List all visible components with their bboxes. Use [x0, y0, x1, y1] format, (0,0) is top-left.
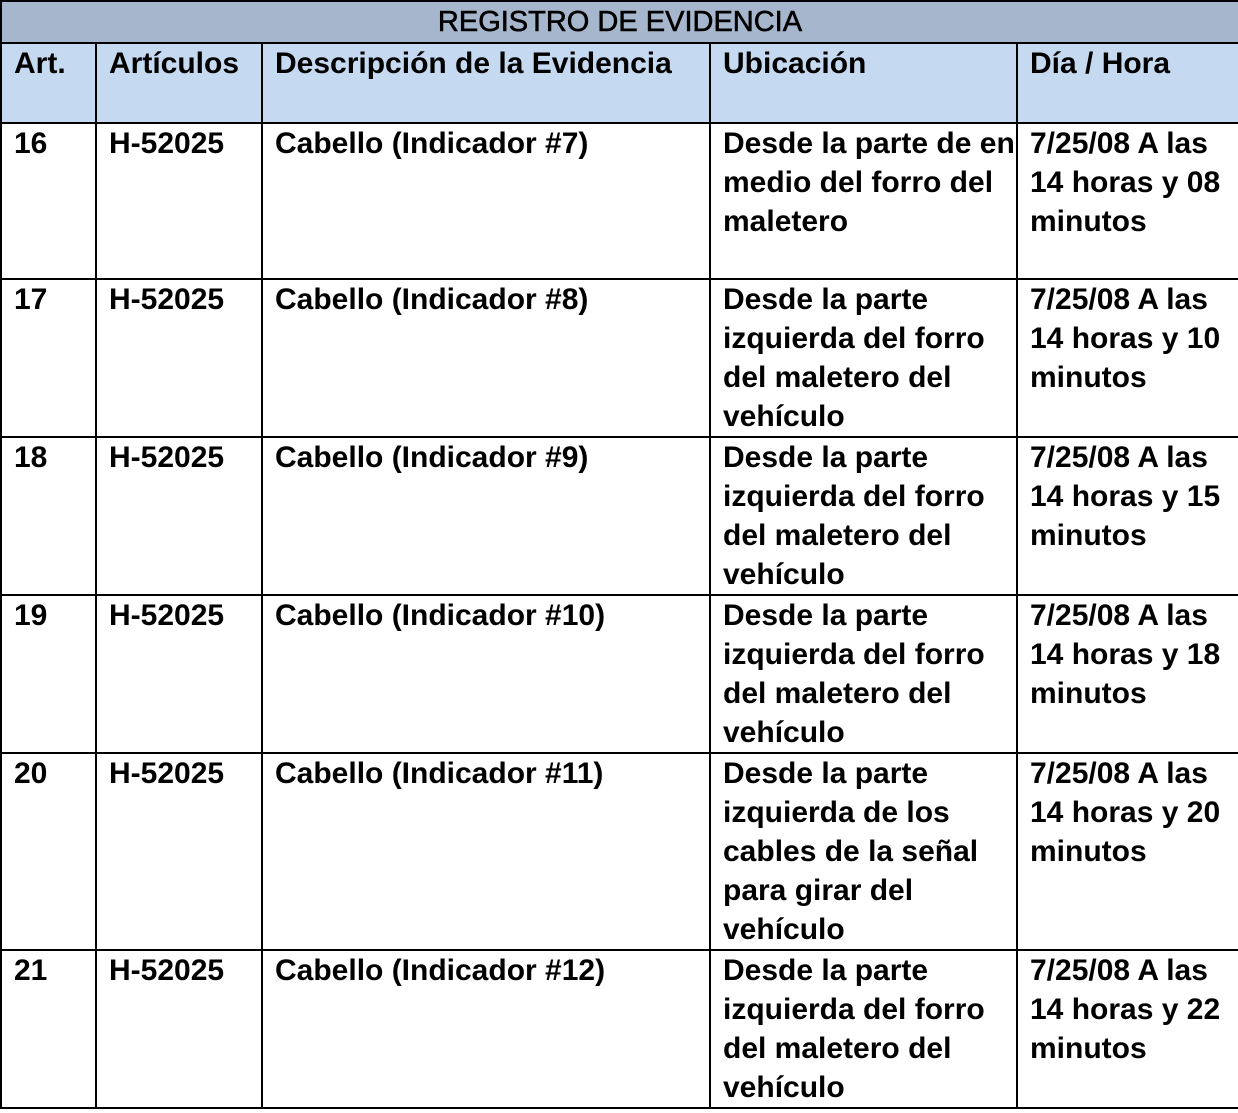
- title-row: [1, 1, 1238, 43]
- table-row: [1, 950, 1238, 1108]
- cell-descripcion: Cabello (Indicador #11): [262, 753, 710, 950]
- table-row: [1, 437, 1238, 595]
- cell-dia-hora: 7/25/08 A las 14 horas y 08 minutos: [1017, 123, 1238, 279]
- cell-art: 16: [1, 123, 96, 279]
- cell-ubicacion: Desde la parte izquierda del forro del maletero del vehículo: [710, 595, 1017, 753]
- cell-articulo: H-52025: [96, 595, 262, 753]
- table-row: [1, 595, 1238, 753]
- table-row: [1, 123, 1238, 279]
- table-title: REGISTRO DE EVIDENCIA: [1, 1, 1238, 43]
- header-row: [1, 43, 1238, 123]
- cell-dia-hora: 7/25/08 A las 14 horas y 15 minutos: [1017, 437, 1238, 595]
- cell-articulo: H-52025: [96, 950, 262, 1108]
- cell-art: 18: [1, 437, 96, 595]
- cell-dia-hora: 7/25/08 A las 14 horas y 18 minutos: [1017, 595, 1238, 753]
- cell-articulo: H-52025: [96, 753, 262, 950]
- cell-ubicacion: Desde la parte de en medio del forro del maletero: [710, 123, 1017, 279]
- header-ubicacion: Ubicación: [710, 43, 1017, 123]
- cell-ubicacion: Desde la parte izquierda del forro del maletero del vehículo: [710, 279, 1017, 437]
- cell-art: 20: [1, 753, 96, 950]
- cell-ubicacion: Desde la parte izquierda del forro del maletero del vehículo: [710, 950, 1017, 1108]
- cell-art: 21: [1, 950, 96, 1108]
- table-row: [1, 279, 1238, 437]
- cell-descripcion: Cabello (Indicador #12): [262, 950, 710, 1108]
- cell-descripcion: Cabello (Indicador #10): [262, 595, 710, 753]
- cell-dia-hora: 7/25/08 A las 14 horas y 20 minutos: [1017, 753, 1238, 950]
- cell-articulo: H-52025: [96, 279, 262, 437]
- cell-descripcion: Cabello (Indicador #7): [262, 123, 710, 279]
- header-art: Art.: [1, 43, 96, 123]
- cell-ubicacion: Desde la parte izquierda del forro del maletero del vehículo: [710, 437, 1017, 595]
- cell-art: 17: [1, 279, 96, 437]
- cell-articulo: H-52025: [96, 123, 262, 279]
- header-articulos: Artículos: [96, 43, 262, 123]
- cell-dia-hora: 7/25/08 A las 14 horas y 10 minutos: [1017, 279, 1238, 437]
- cell-dia-hora: 7/25/08 A las 14 horas y 22 minutos: [1017, 950, 1238, 1108]
- header-descripcion: Descripción de la Evidencia: [262, 43, 710, 123]
- cell-descripcion: Cabello (Indicador #8): [262, 279, 710, 437]
- header-dia-hora: Día / Hora: [1017, 43, 1238, 123]
- table-row: [1, 753, 1238, 950]
- cell-art: 19: [1, 595, 96, 753]
- cell-ubicacion: Desde la parte izquierda de los cables de la señal para girar del vehículo: [710, 753, 1017, 950]
- cell-articulo: H-52025: [96, 437, 262, 595]
- cell-descripcion: Cabello (Indicador #9): [262, 437, 710, 595]
